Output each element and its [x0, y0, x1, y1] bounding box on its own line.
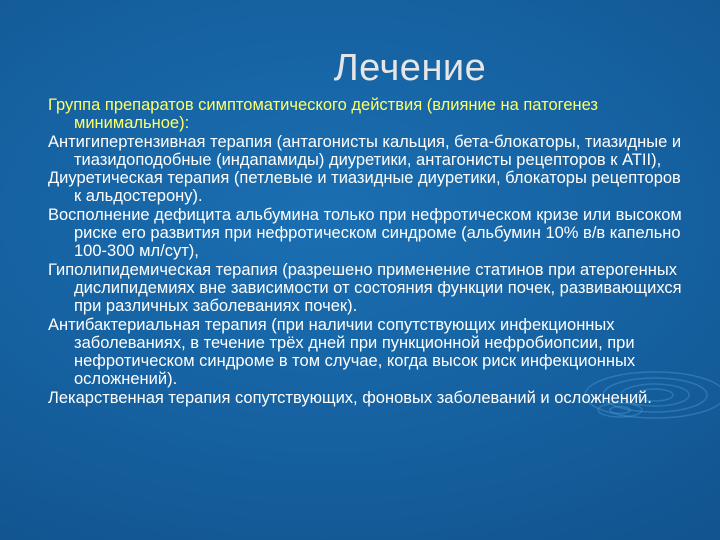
list-item: Диуретическая терапия (петлевые и тиазидные диуретики, блокаторы рецепторов к альдостерону).	[48, 169, 681, 206]
list-item: Лекарственная терапия сопутствующих, фоновых заболеваний и осложнений.	[48, 388, 652, 407]
list-item: Антибактериальная терапия (при наличии сопутствующих инфекционных заболеваниях, в течение трёх дней при пункционной нефробиопсии, при нефротическом синдроме в том случае, когда высок риск инфекционных осложнений).	[48, 315, 636, 389]
list-item: Гиполипидемическая терапия (разрешено применение статинов при атерогенных дислипидемиях вне зависимости от состояния функции почек, развивающихся при различных заболеваниях почек).	[48, 260, 682, 316]
list-item: Группа препаратов симптоматического действия (влияние на патогенез минимальное):	[48, 96, 598, 133]
list-item: Антигипертензивная терапия (антагонисты кальция, бета-блокаторы, тиазидные и тиазидоподобные (индапамиды) диуретики, антагонисты рецепторов к ATII),	[48, 132, 682, 169]
slide-title: Лечение	[333, 47, 487, 89]
slide-body	[48, 96, 688, 407]
list-item: Восполнение дефицита альбумина только при нефротическом кризе или высоком риске его развития при нефротическом синдроме (альбумин 10% в/в капельно 100-300 мл/сут),	[48, 205, 682, 261]
